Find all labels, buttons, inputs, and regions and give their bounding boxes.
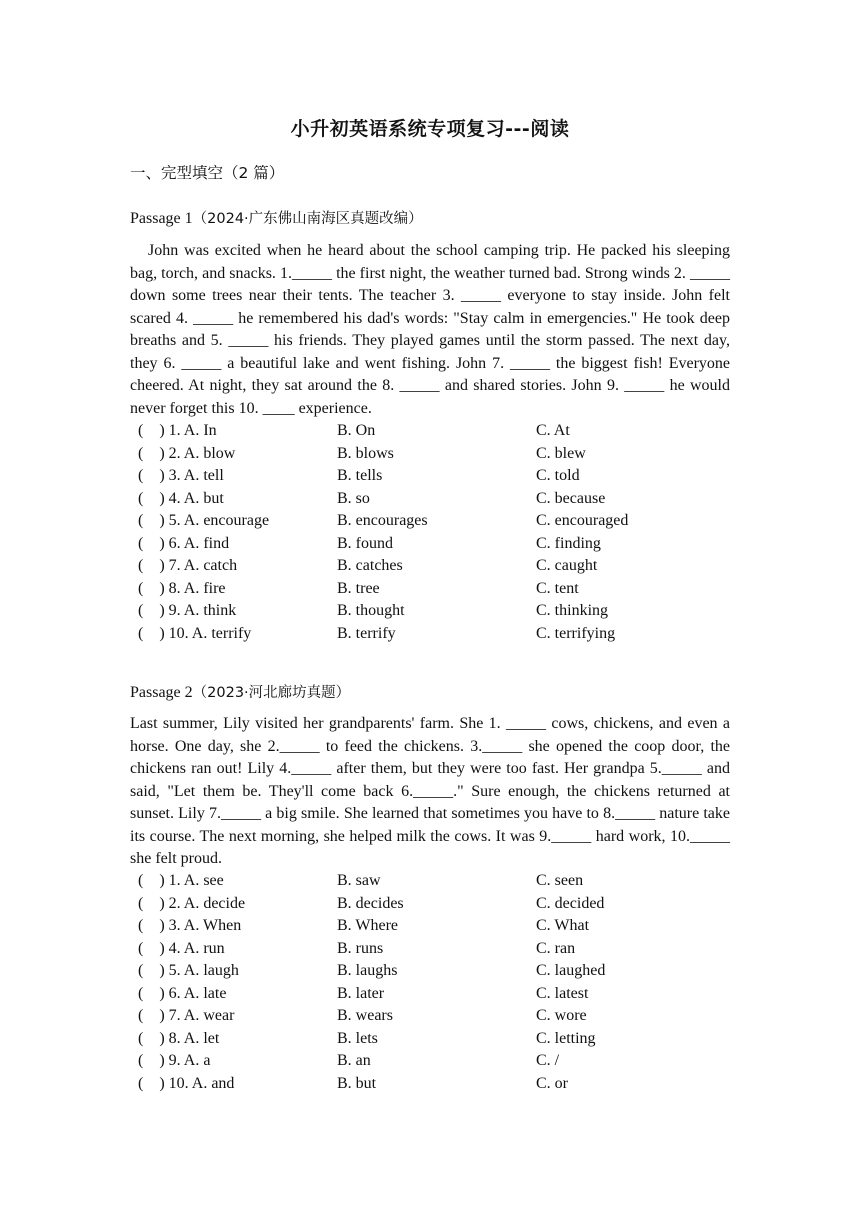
- question-option-b: B. thought: [337, 602, 405, 619]
- question-option-c: C. ran: [536, 939, 576, 957]
- question-option-c: C. because: [536, 489, 606, 507]
- question-row: [130, 623, 730, 646]
- passage-2-heading: [130, 681, 350, 702]
- question-row: [130, 1050, 730, 1073]
- passage-2-options: [130, 870, 730, 1095]
- question-row: [130, 870, 730, 893]
- passage-1-label: Passage 1: [130, 210, 193, 227]
- question-row: [130, 1073, 730, 1096]
- question-option-c: C. letting: [536, 1029, 596, 1047]
- question-option-a: ( ) 7. A. wear: [138, 1007, 235, 1024]
- question-option-b: B. but: [337, 1074, 377, 1092]
- question-option-a: ( ) 9. A. think: [138, 602, 237, 619]
- question-option-a: ( ) 6. A. find: [138, 534, 230, 552]
- passage-2-source: （2023·河北廊坊真题）: [192, 685, 351, 701]
- question-option-a: ( ) 7. A. catch: [138, 557, 238, 574]
- question-option-b: B. blows: [337, 444, 394, 462]
- question-option-b: B. tells: [337, 467, 383, 484]
- question-row: [130, 510, 730, 533]
- question-option-b: B. an: [337, 1052, 371, 1069]
- question-option-a: ( ) 5. A. laugh: [138, 962, 239, 979]
- question-option-b: B. saw: [337, 872, 381, 889]
- passage-1-source: （2024·广东佛山南海区真题改编）: [192, 211, 423, 227]
- question-option-a: ( ) 10. A. terrify: [138, 624, 252, 642]
- question-row: [130, 893, 730, 916]
- question-option-b: B. On: [337, 422, 376, 439]
- question-option-c: C. latest: [536, 984, 589, 1002]
- passage-1-text: John was excited when he heard about the school camping trip. He packed his sleeping bag, torch, and snacks. 1._____ the first night, the weather turned bad. Strong winds 2. _____ down some trees near their tents. The teacher 3. _____ everyone to stay inside. John felt scared 4. _____ he remembered his dad's words: "Stay calm in emergencies." He took deep breaths and 5. _____ his friends. They played games until the storm passed. The next day, they 6. _____ a beautiful lake and went fishing. John 7. _____ the biggest fish! Everyone cheered. At night, they sat around the 8. _____ and shared stories. John 9. _____ he would never forget this 10. ____ experience.: [130, 242, 730, 417]
- question-option-c: C. wore: [536, 1007, 587, 1024]
- question-row: [130, 1005, 730, 1028]
- question-option-b: B. so: [337, 489, 370, 507]
- question-option-c: C. seen: [536, 872, 584, 889]
- question-option-c: C. caught: [536, 557, 598, 574]
- question-option-a: ( ) 4. A. run: [138, 939, 225, 957]
- question-option-c: C. What: [536, 917, 590, 934]
- question-option-c: C. told: [536, 467, 580, 484]
- question-option-a: ( ) 9. A. a: [138, 1052, 211, 1069]
- question-option-a: ( ) 2. A. blow: [138, 444, 236, 462]
- question-option-c: C. tent: [536, 579, 579, 597]
- question-option-b: B. decides: [337, 894, 404, 912]
- passage-1-options: [130, 420, 730, 645]
- question-row: [130, 983, 730, 1006]
- question-option-a: ( ) 1. A. see: [138, 872, 224, 889]
- question-option-b: B. wears: [337, 1007, 393, 1024]
- question-option-c: C. At: [536, 422, 570, 439]
- question-row: [130, 600, 730, 623]
- passage-2-text: Last summer, Lily visited her grandparents' farm. She 1. _____ cows, chickens, and even a horse. One day, she 2._____ to feed the chickens. 3._____ she opened the coop door, the chickens ran out! Lily 4._____ after them, but they were too fast. Her grandpa 5._____ and said, "Let them be. They'll come back 6._____." Sure enough, the chickens returned at sunset. Lily 7._____ a big smile. She learned that sometimes you have to 8._____ nature take its course. The next morning, she helped milk the cows. It was 9._____ hard work, 10._____ she felt proud.: [130, 715, 730, 867]
- document-title: 小升初英语系统专项复习---阅读: [290, 118, 570, 140]
- question-option-a: ( ) 8. A. let: [138, 1029, 220, 1047]
- question-option-c: C. laughed: [536, 962, 606, 979]
- question-row: [130, 443, 730, 466]
- question-option-a: ( ) 6. A. late: [138, 984, 227, 1002]
- question-option-b: B. catches: [337, 557, 403, 574]
- question-option-b: B. found: [337, 534, 393, 552]
- question-option-b: B. lets: [337, 1029, 378, 1047]
- question-row: [130, 1028, 730, 1051]
- question-option-b: B. tree: [337, 579, 380, 597]
- question-option-a: ( ) 3. A. tell: [138, 467, 224, 484]
- question-option-a: ( ) 5. A. encourage: [138, 512, 270, 529]
- question-row: [130, 533, 730, 556]
- question-option-a: ( ) 2. A. decide: [138, 894, 246, 912]
- question-option-c: C. /: [536, 1052, 560, 1069]
- question-option-a: ( ) 3. A. When: [138, 917, 242, 934]
- question-option-b: B. runs: [337, 939, 384, 957]
- question-option-b: B. Where: [337, 917, 399, 934]
- question-option-b: B. encourages: [337, 512, 428, 529]
- question-row: [130, 938, 730, 961]
- question-option-a: ( ) 8. A. fire: [138, 579, 226, 597]
- question-option-c: C. or: [536, 1074, 568, 1092]
- question-option-b: B. laughs: [337, 962, 398, 979]
- question-row: [130, 488, 730, 511]
- question-option-a: ( ) 10. A. and: [138, 1074, 235, 1092]
- question-row: [130, 578, 730, 601]
- question-option-c: C. terrifying: [536, 624, 616, 642]
- question-option-c: C. finding: [536, 534, 601, 552]
- question-row: [130, 555, 730, 578]
- question-option-c: C. encouraged: [536, 512, 629, 529]
- section-heading: 一、完型填空（2 篇）: [130, 164, 285, 182]
- passage-2-label: Passage 2: [130, 684, 193, 701]
- question-row: [130, 915, 730, 938]
- question-row: [130, 420, 730, 443]
- question-option-b: B. later: [337, 984, 385, 1002]
- question-option-c: C. thinking: [536, 602, 609, 619]
- question-option-a: ( ) 1. A. In: [138, 422, 217, 439]
- passage-1-heading: [130, 207, 423, 228]
- question-option-c: C. blew: [536, 444, 586, 462]
- question-row: [130, 465, 730, 488]
- question-option-c: C. decided: [536, 894, 605, 912]
- question-option-a: ( ) 4. A. but: [138, 489, 224, 507]
- question-option-b: B. terrify: [337, 624, 396, 642]
- question-row: [130, 960, 730, 983]
